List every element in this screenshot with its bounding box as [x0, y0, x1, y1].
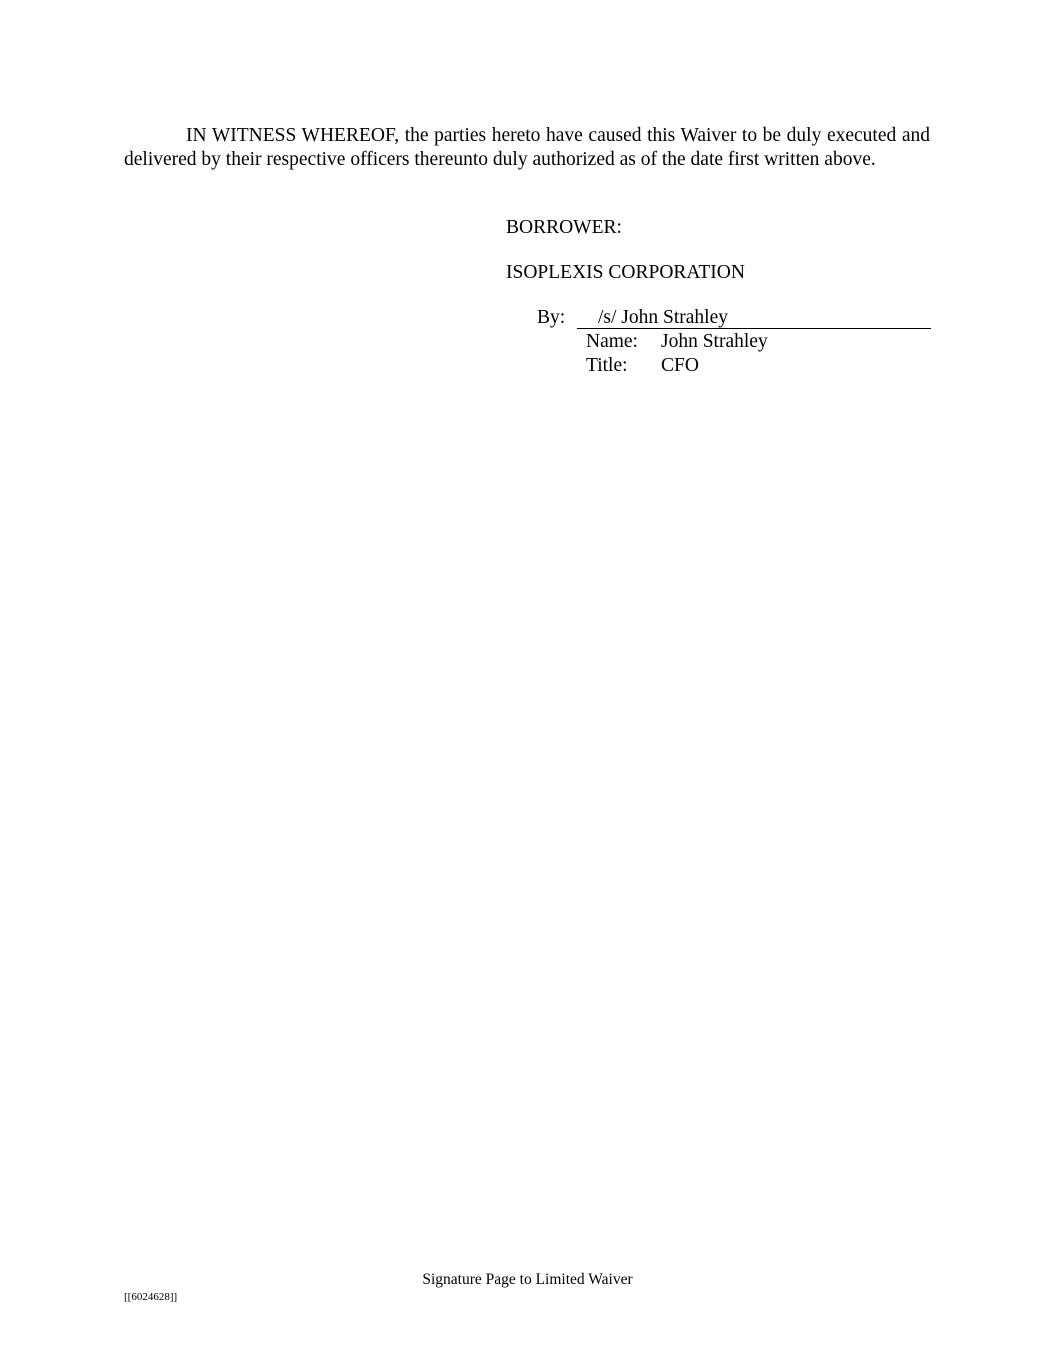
signature-text: /s/ John Strahley — [598, 307, 728, 328]
title-value: CFO — [661, 355, 699, 376]
borrower-label: BORROWER: — [506, 217, 622, 238]
name-value: John Strahley — [661, 331, 768, 352]
name-label: Name: — [586, 331, 638, 352]
document-id: [[6024628]] — [124, 1291, 178, 1303]
title-label: Title: — [586, 355, 628, 376]
company-name: ISOPLEXIS CORPORATION — [506, 262, 745, 283]
signature-line — [577, 305, 931, 329]
witness-paragraph: IN WITNESS WHEREOF, the parties hereto have caused this Waiver to be duly executed and delivered by their respective officers thereunto duly authorized as of the date first written above. — [124, 125, 930, 170]
by-label: By: — [537, 307, 566, 328]
footer-caption: Signature Page to Limited Waiver — [422, 1271, 633, 1288]
